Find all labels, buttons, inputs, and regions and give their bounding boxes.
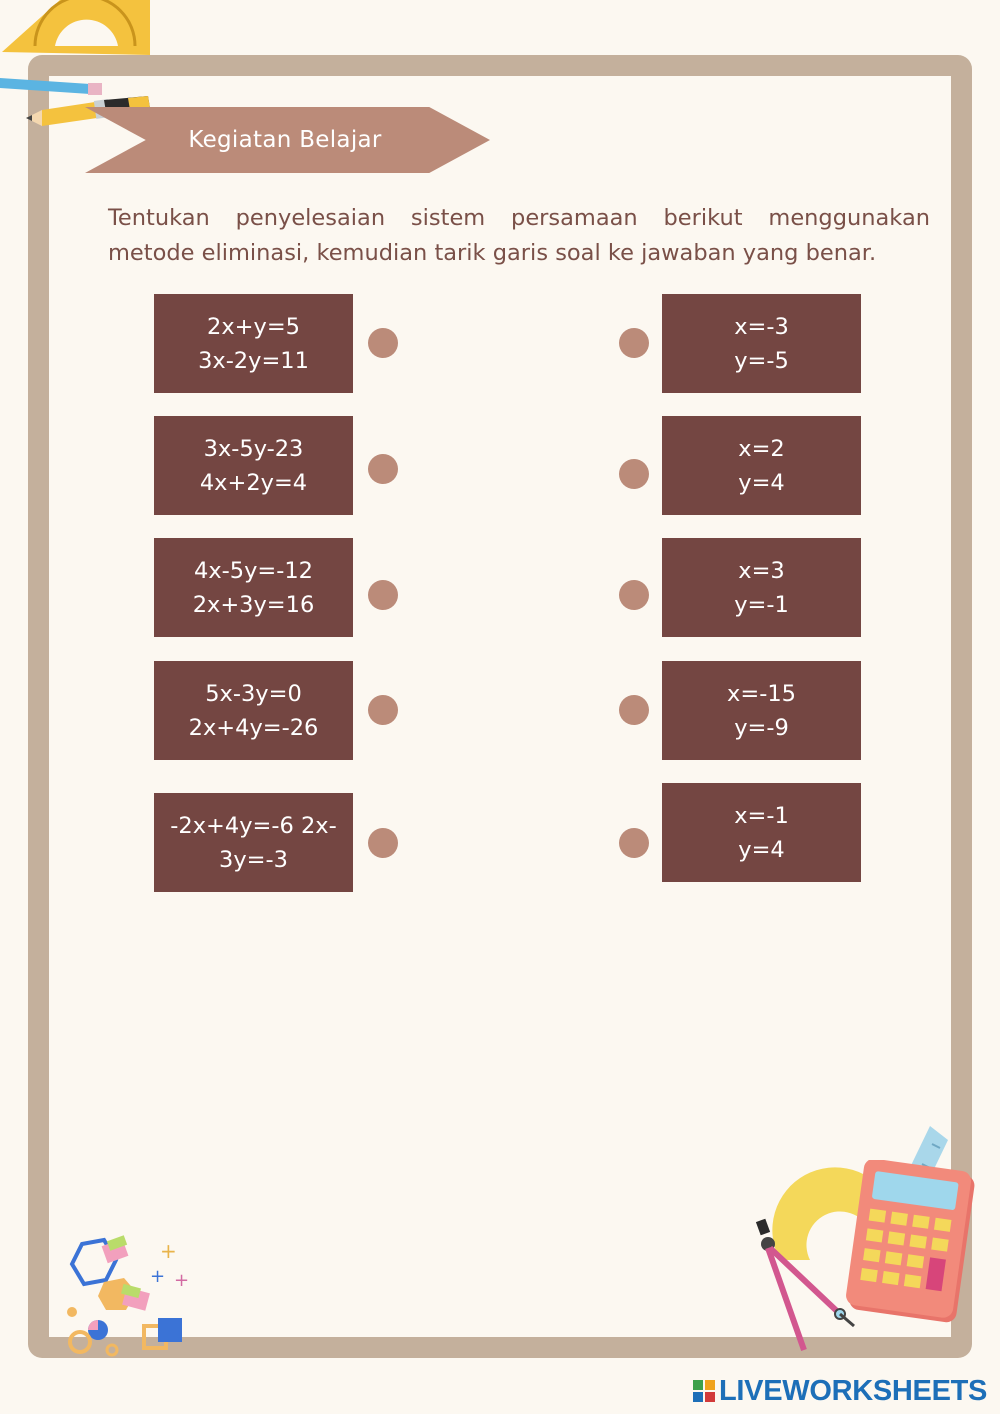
answer-connector-dot[interactable]: [619, 828, 649, 858]
question-card[interactable]: [154, 416, 353, 515]
banner-title: Kegiatan Belajar: [188, 127, 382, 153]
answer-line: x=3: [738, 557, 785, 584]
instruction-text: Tentukan penyelesaian sistem persamaan berikut menggunakan metode eliminasi, kemudian tarik garis soal ke jawaban yang benar.: [108, 205, 930, 266]
answer-card[interactable]: [662, 294, 861, 393]
answer-line: x=-15: [727, 680, 796, 707]
question-card[interactable]: [154, 793, 353, 892]
question-line: -2x+4y=-6 2x-: [170, 812, 337, 839]
protractor-icon: [0, 0, 160, 62]
answer-connector-dot[interactable]: [619, 328, 649, 358]
question-connector-dot[interactable]: [368, 828, 398, 858]
question-connector-dot[interactable]: [368, 454, 398, 484]
liveworksheets-brand: [693, 1374, 987, 1408]
question-connector-dot[interactable]: [368, 328, 398, 358]
svg-text:+: +: [160, 1239, 177, 1263]
answer-line: y=4: [738, 836, 785, 863]
answer-connector-dot[interactable]: [619, 695, 649, 725]
answer-line: y=4: [738, 469, 785, 496]
answer-connector-dot[interactable]: [619, 459, 649, 489]
question-card[interactable]: [154, 538, 353, 637]
answer-line: y=-1: [734, 591, 789, 618]
question-line: 4x-5y=-12: [194, 557, 313, 584]
liveworksheets-logo-icon: [693, 1380, 715, 1402]
question-card[interactable]: [154, 661, 353, 760]
question-line: 3x-5y-23: [203, 435, 304, 462]
question-line: 2x+y=5: [207, 313, 300, 340]
question-line: 2x+3y=16: [192, 591, 315, 618]
answer-connector-dot[interactable]: [619, 580, 649, 610]
question-line: 3x-2y=11: [198, 347, 309, 374]
answer-line: x=-1: [734, 802, 789, 829]
question-connector-dot[interactable]: [368, 580, 398, 610]
question-line: 4x+2y=4: [199, 469, 308, 496]
svg-text:+: +: [150, 1266, 166, 1287]
answer-line: x=2: [738, 435, 785, 462]
brand-name: LIVEWORKSHEETS: [719, 1374, 988, 1407]
question-line: 2x+4y=-26: [188, 714, 319, 741]
answer-line: y=-9: [734, 714, 789, 741]
question-connector-dot[interactable]: [368, 695, 398, 725]
svg-text:+: +: [174, 1270, 190, 1291]
answer-card[interactable]: [662, 661, 861, 760]
question-card[interactable]: [154, 294, 353, 393]
answer-card[interactable]: [662, 783, 861, 882]
answer-card[interactable]: [662, 416, 861, 515]
shapes-icon: [62, 1230, 197, 1360]
answer-card[interactable]: [662, 538, 861, 637]
answer-line: y=-5: [734, 347, 789, 374]
compass-icon: [748, 1218, 863, 1358]
answer-line: x=-3: [734, 313, 789, 340]
question-line: 5x-3y=0: [205, 680, 302, 707]
question-line: 3y=-3: [219, 846, 288, 873]
